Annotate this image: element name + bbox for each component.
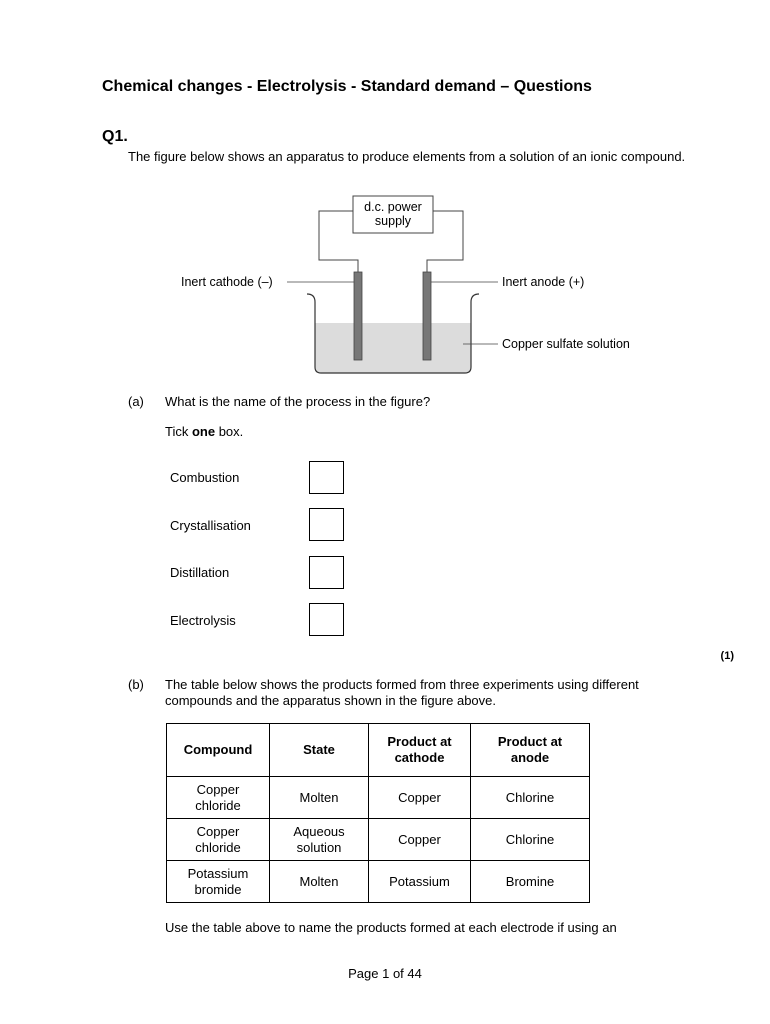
power-supply-label-line2: supply [374,214,412,228]
anode-electrode [423,272,431,360]
products-table [166,723,590,903]
table-cell: Copper [369,819,471,861]
cathode-label: Inert cathode (–) [181,275,273,289]
table-cell: Aqueous solution [270,819,369,861]
table-header-row [167,724,590,777]
cathode-wire [319,211,358,274]
power-supply-label-line1: d.c. power [364,200,422,214]
table-cell: Potassium [369,861,471,903]
part-a-marks: (1) [720,650,734,662]
option-crystallisation-checkbox[interactable] [309,508,344,541]
option-electrolysis-label: Electrolysis [170,613,236,628]
option-distillation-checkbox[interactable] [309,556,344,589]
part-b-label: (b) [128,677,144,692]
part-a-question: What is the name of the process in the figure? [165,394,431,409]
table-cell: Copper chloride [167,819,270,861]
table-cell: Bromine [471,861,590,903]
table-cell: Chlorine [471,819,590,861]
electrolysis-diagram [170,192,660,382]
table-cell: Copper chloride [167,777,270,819]
table-cell: Potassium bromide [167,861,270,903]
cathode-electrode [354,272,362,360]
option-combustion-checkbox[interactable] [309,461,344,494]
question-number: Q1. [102,128,128,145]
table-row [167,861,590,903]
option-distillation-label: Distillation [170,565,230,580]
table-header-compound: Compound [167,724,270,777]
part-a-label: (a) [128,394,144,409]
page-title: Chemical changes - Electrolysis - Standard demand – Questions [102,78,592,95]
table-cell: Molten [270,777,369,819]
table-cell: Molten [270,861,369,903]
solution-label: Copper sulfate solution [502,337,630,351]
table-cell: Copper [369,777,471,819]
copper-sulfate-solution [315,323,471,373]
option-electrolysis-checkbox[interactable] [309,603,344,636]
page-footer: Page 1 of 44 [348,966,422,981]
table-row [167,819,590,861]
part-a-instruction: Tick one box. [165,424,244,439]
table-row [167,777,590,819]
part-b-followup: Use the table above to name the products formed at each electrode if using an [165,920,617,935]
table-header-cathode: Product at cathode [369,724,471,777]
option-combustion-label: Combustion [170,470,240,485]
option-crystallisation-label: Crystallisation [170,518,251,533]
instruction-emphasis: one [191,424,216,439]
table-header-anode: Product at anode [471,724,590,777]
part-b-text: The table below shows the products formed from three experiments using different compounds and the apparatus shown in the figure above. [165,677,639,708]
anode-label: Inert anode (+) [502,275,585,289]
table-cell: Chlorine [471,777,590,819]
question-intro: The figure below shows an apparatus to produce elements from a solution of an ionic compound. [128,149,686,164]
table-header-state: State [270,724,369,777]
